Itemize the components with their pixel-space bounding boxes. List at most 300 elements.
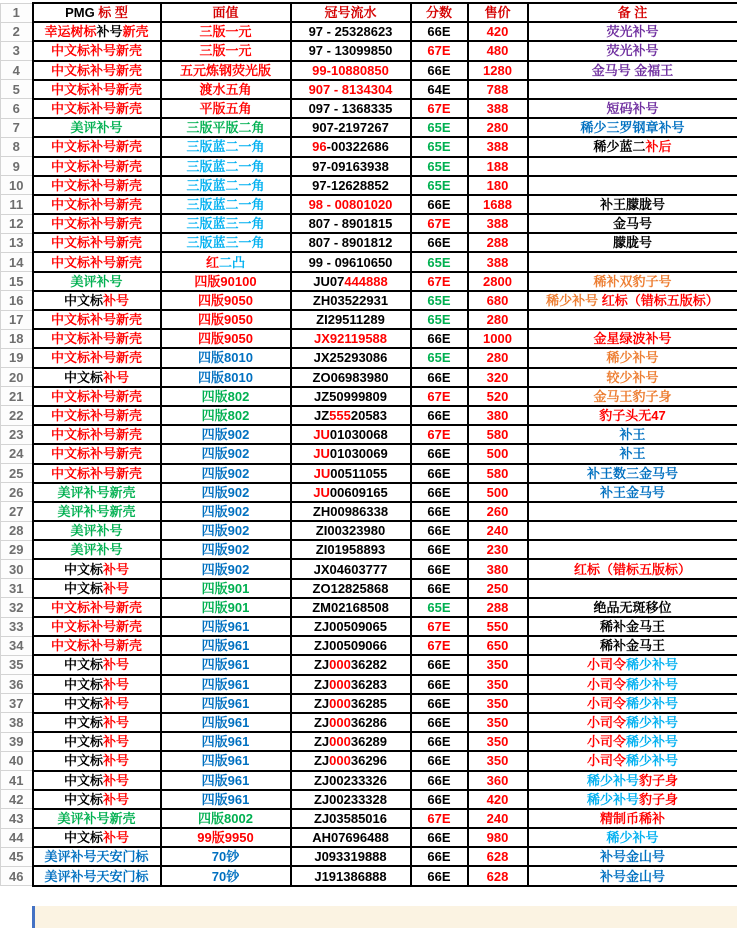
row-number[interactable]: 36 [1,675,33,694]
row-number[interactable]: 3 [1,41,33,60]
cell-face-value[interactable] [161,540,291,559]
cell-price[interactable] [468,41,528,60]
cell-remark[interactable] [528,233,737,252]
row-number[interactable]: 45 [1,847,33,866]
cell-score[interactable] [411,233,468,252]
cell-remark[interactable] [528,579,737,598]
cell-remark[interactable] [528,866,737,885]
cell-price[interactable] [468,406,528,425]
cell-serial[interactable] [291,41,411,60]
cell-serial[interactable] [291,22,411,41]
cell-price[interactable] [468,118,528,137]
cell-serial[interactable] [291,732,411,751]
cell-remark[interactable] [528,214,737,233]
cell-face-value[interactable] [161,157,291,176]
header-pmg-type[interactable] [33,3,161,22]
row-number[interactable]: 15 [1,272,33,291]
row-number[interactable]: 40 [1,751,33,770]
cell-remark[interactable] [528,464,737,483]
cell-face-value[interactable] [161,425,291,444]
cell-remark[interactable] [528,348,737,367]
row-number[interactable]: 24 [1,444,33,463]
cell-score[interactable] [411,636,468,655]
cell-score[interactable] [411,751,468,770]
cell-price[interactable] [468,310,528,329]
cell-pmg-type[interactable] [33,732,161,751]
cell-pmg-type[interactable] [33,195,161,214]
cell-score[interactable] [411,559,468,578]
cell-serial[interactable] [291,425,411,444]
cell-pmg-type[interactable] [33,809,161,828]
cell-price[interactable] [468,272,528,291]
row-number[interactable]: 22 [1,406,33,425]
cell-score[interactable] [411,118,468,137]
cell-score[interactable] [411,617,468,636]
cell-remark[interactable] [528,675,737,694]
cell-score[interactable] [411,694,468,713]
cell-score[interactable] [411,195,468,214]
cell-pmg-type[interactable] [33,866,161,885]
cell-serial[interactable] [291,157,411,176]
cell-face-value[interactable] [161,847,291,866]
cell-remark[interactable] [528,329,737,348]
cell-score[interactable] [411,521,468,540]
row-number[interactable]: 18 [1,329,33,348]
cell-face-value[interactable] [161,751,291,770]
cell-serial[interactable] [291,137,411,156]
cell-score[interactable] [411,157,468,176]
cell-serial[interactable] [291,99,411,118]
cell-serial[interactable] [291,348,411,367]
cell-score[interactable] [411,847,468,866]
cell-remark[interactable] [528,540,737,559]
cell-remark[interactable] [528,655,737,674]
cell-remark[interactable] [528,406,737,425]
cell-face-value[interactable] [161,22,291,41]
header-serial[interactable] [291,3,411,22]
cell-pmg-type[interactable] [33,771,161,790]
cell-serial[interactable] [291,559,411,578]
cell-serial[interactable] [291,387,411,406]
cell-pmg-type[interactable] [33,406,161,425]
cell-score[interactable] [411,272,468,291]
cell-pmg-type[interactable] [33,655,161,674]
cell-serial[interactable] [291,866,411,885]
cell-remark[interactable] [528,272,737,291]
cell-pmg-type[interactable] [33,387,161,406]
cell-face-value[interactable] [161,732,291,751]
cell-score[interactable] [411,771,468,790]
cell-price[interactable] [468,675,528,694]
cell-remark[interactable] [528,483,737,502]
cell-serial[interactable] [291,751,411,770]
cell-price[interactable] [468,847,528,866]
cell-score[interactable] [411,732,468,751]
cell-remark[interactable] [528,521,737,540]
cell-price[interactable] [468,291,528,310]
cell-remark[interactable] [528,118,737,137]
row-number[interactable]: 37 [1,694,33,713]
cell-pmg-type[interactable] [33,751,161,770]
cell-pmg-type[interactable] [33,675,161,694]
row-number[interactable]: 26 [1,483,33,502]
cell-price[interactable] [468,137,528,156]
cell-price[interactable] [468,61,528,80]
row-number[interactable]: 28 [1,521,33,540]
cell-serial[interactable] [291,847,411,866]
cell-price[interactable] [468,732,528,751]
row-number[interactable]: 33 [1,617,33,636]
cell-price[interactable] [468,444,528,463]
cell-face-value[interactable] [161,329,291,348]
cell-price[interactable] [468,540,528,559]
cell-score[interactable] [411,713,468,732]
cell-pmg-type[interactable] [33,521,161,540]
cell-face-value[interactable] [161,559,291,578]
cell-pmg-type[interactable] [33,22,161,41]
row-number[interactable]: 39 [1,732,33,751]
cell-price[interactable] [468,22,528,41]
cell-remark[interactable] [528,809,737,828]
cell-serial[interactable] [291,368,411,387]
cell-score[interactable] [411,675,468,694]
cell-serial[interactable] [291,617,411,636]
cell-pmg-type[interactable] [33,41,161,60]
cell-score[interactable] [411,444,468,463]
cell-price[interactable] [468,579,528,598]
cell-serial[interactable] [291,598,411,617]
cell-serial[interactable] [291,502,411,521]
cell-price[interactable] [468,368,528,387]
cell-score[interactable] [411,866,468,885]
cell-remark[interactable] [528,732,737,751]
row-number[interactable]: 38 [1,713,33,732]
cell-serial[interactable] [291,310,411,329]
cell-score[interactable] [411,406,468,425]
cell-score[interactable] [411,483,468,502]
row-number[interactable]: 31 [1,579,33,598]
cell-pmg-type[interactable] [33,444,161,463]
cell-score[interactable] [411,61,468,80]
cell-face-value[interactable] [161,809,291,828]
cell-score[interactable] [411,329,468,348]
cell-score[interactable] [411,348,468,367]
cell-score[interactable] [411,137,468,156]
cell-serial[interactable] [291,214,411,233]
cell-serial[interactable] [291,675,411,694]
row-number[interactable]: 13 [1,233,33,252]
cell-score[interactable] [411,41,468,60]
cell-face-value[interactable] [161,41,291,60]
cell-price[interactable] [468,655,528,674]
cell-pmg-type[interactable] [33,790,161,809]
cell-face-value[interactable] [161,675,291,694]
cell-face-value[interactable] [161,176,291,195]
cell-face-value[interactable] [161,790,291,809]
cell-pmg-type[interactable] [33,425,161,444]
cell-price[interactable] [468,771,528,790]
cell-score[interactable] [411,176,468,195]
cell-score[interactable] [411,790,468,809]
cell-serial[interactable] [291,655,411,674]
cell-price[interactable] [468,195,528,214]
cell-remark[interactable] [528,502,737,521]
cell-remark[interactable] [528,847,737,866]
cell-face-value[interactable] [161,866,291,885]
cell-remark[interactable] [528,425,737,444]
cell-face-value[interactable] [161,137,291,156]
cell-pmg-type[interactable] [33,252,161,271]
cell-remark[interactable] [528,559,737,578]
cell-face-value[interactable] [161,464,291,483]
row-number[interactable]: 25 [1,464,33,483]
cell-score[interactable] [411,310,468,329]
cell-pmg-type[interactable] [33,272,161,291]
cell-face-value[interactable] [161,214,291,233]
cell-price[interactable] [468,425,528,444]
cell-face-value[interactable] [161,310,291,329]
cell-pmg-type[interactable] [33,329,161,348]
row-number[interactable]: 43 [1,809,33,828]
cell-pmg-type[interactable] [33,598,161,617]
row-number[interactable]: 20 [1,368,33,387]
cell-price[interactable] [468,694,528,713]
cell-price[interactable] [468,502,528,521]
cell-score[interactable] [411,425,468,444]
cell-face-value[interactable] [161,444,291,463]
cell-price[interactable] [468,252,528,271]
cell-price[interactable] [468,329,528,348]
cell-serial[interactable] [291,464,411,483]
cell-pmg-type[interactable] [33,80,161,99]
cell-face-value[interactable] [161,828,291,847]
cell-remark[interactable] [528,99,737,118]
cell-serial[interactable] [291,579,411,598]
cell-remark[interactable] [528,444,737,463]
cell-face-value[interactable] [161,655,291,674]
cell-face-value[interactable] [161,617,291,636]
row-number[interactable]: 1 [1,3,33,22]
cell-face-value[interactable] [161,118,291,137]
cell-remark[interactable] [528,22,737,41]
cell-face-value[interactable] [161,694,291,713]
cell-score[interactable] [411,598,468,617]
cell-face-value[interactable] [161,233,291,252]
cell-pmg-type[interactable] [33,540,161,559]
cell-face-value[interactable] [161,771,291,790]
cell-pmg-type[interactable] [33,617,161,636]
cell-price[interactable] [468,866,528,885]
cell-remark[interactable] [528,80,737,99]
cell-remark[interactable] [528,41,737,60]
row-number[interactable]: 9 [1,157,33,176]
row-number[interactable]: 2 [1,22,33,41]
cell-pmg-type[interactable] [33,828,161,847]
cell-face-value[interactable] [161,252,291,271]
cell-pmg-type[interactable] [33,61,161,80]
cell-remark[interactable] [528,137,737,156]
cell-remark[interactable] [528,694,737,713]
cell-serial[interactable] [291,406,411,425]
cell-pmg-type[interactable] [33,233,161,252]
header-remark[interactable] [528,3,737,22]
cell-pmg-type[interactable] [33,636,161,655]
cell-pmg-type[interactable] [33,464,161,483]
cell-face-value[interactable] [161,368,291,387]
cell-face-value[interactable] [161,598,291,617]
cell-pmg-type[interactable] [33,483,161,502]
header-price[interactable] [468,3,528,22]
cell-score[interactable] [411,80,468,99]
cell-price[interactable] [468,387,528,406]
cell-price[interactable] [468,828,528,847]
cell-serial[interactable] [291,252,411,271]
cell-face-value[interactable] [161,195,291,214]
cell-remark[interactable] [528,310,737,329]
cell-pmg-type[interactable] [33,502,161,521]
row-number[interactable]: 8 [1,137,33,156]
row-number[interactable]: 34 [1,636,33,655]
row-number[interactable]: 35 [1,655,33,674]
header-face-value[interactable] [161,3,291,22]
cell-score[interactable] [411,655,468,674]
cell-remark[interactable] [528,368,737,387]
cell-price[interactable] [468,214,528,233]
row-number[interactable]: 42 [1,790,33,809]
cell-face-value[interactable] [161,406,291,425]
cell-score[interactable] [411,22,468,41]
cell-serial[interactable] [291,809,411,828]
cell-remark[interactable] [528,291,737,310]
cell-pmg-type[interactable] [33,157,161,176]
cell-serial[interactable] [291,713,411,732]
row-number[interactable]: 11 [1,195,33,214]
row-number[interactable]: 23 [1,425,33,444]
cell-price[interactable] [468,713,528,732]
cell-pmg-type[interactable] [33,310,161,329]
cell-score[interactable] [411,291,468,310]
row-number[interactable]: 6 [1,99,33,118]
cell-face-value[interactable] [161,291,291,310]
cell-score[interactable] [411,809,468,828]
cell-face-value[interactable] [161,579,291,598]
cell-price[interactable] [468,598,528,617]
row-number[interactable]: 5 [1,80,33,99]
cell-price[interactable] [468,617,528,636]
cell-remark[interactable] [528,713,737,732]
cell-face-value[interactable] [161,99,291,118]
cell-remark[interactable] [528,828,737,847]
cell-price[interactable] [468,233,528,252]
cell-remark[interactable] [528,61,737,80]
cell-remark[interactable] [528,252,737,271]
cell-remark[interactable] [528,771,737,790]
cell-face-value[interactable] [161,348,291,367]
cell-score[interactable] [411,99,468,118]
cell-serial[interactable] [291,521,411,540]
row-number[interactable]: 7 [1,118,33,137]
cell-face-value[interactable] [161,80,291,99]
cell-pmg-type[interactable] [33,559,161,578]
cell-serial[interactable] [291,61,411,80]
cell-price[interactable] [468,157,528,176]
cell-remark[interactable] [528,751,737,770]
cell-serial[interactable] [291,483,411,502]
row-number[interactable]: 21 [1,387,33,406]
cell-score[interactable] [411,387,468,406]
row-number[interactable]: 4 [1,61,33,80]
cell-pmg-type[interactable] [33,713,161,732]
cell-price[interactable] [468,80,528,99]
cell-score[interactable] [411,579,468,598]
cell-serial[interactable] [291,272,411,291]
cell-serial[interactable] [291,291,411,310]
cell-pmg-type[interactable] [33,137,161,156]
cell-face-value[interactable] [161,713,291,732]
cell-remark[interactable] [528,387,737,406]
cell-price[interactable] [468,464,528,483]
cell-serial[interactable] [291,195,411,214]
cell-score[interactable] [411,214,468,233]
cell-price[interactable] [468,559,528,578]
cell-serial[interactable] [291,233,411,252]
cell-serial[interactable] [291,790,411,809]
row-number[interactable]: 44 [1,828,33,847]
cell-serial[interactable] [291,118,411,137]
cell-price[interactable] [468,483,528,502]
cell-serial[interactable] [291,80,411,99]
row-number[interactable]: 12 [1,214,33,233]
cell-remark[interactable] [528,636,737,655]
cell-price[interactable] [468,636,528,655]
cell-pmg-type[interactable] [33,694,161,713]
cell-pmg-type[interactable] [33,99,161,118]
cell-remark[interactable] [528,617,737,636]
cell-price[interactable] [468,521,528,540]
cell-pmg-type[interactable] [33,291,161,310]
cell-face-value[interactable] [161,636,291,655]
cell-pmg-type[interactable] [33,847,161,866]
cell-price[interactable] [468,751,528,770]
row-number[interactable]: 46 [1,866,33,885]
row-number[interactable]: 41 [1,771,33,790]
cell-price[interactable] [468,809,528,828]
header-score[interactable] [411,3,468,22]
cell-remark[interactable] [528,157,737,176]
cell-serial[interactable] [291,540,411,559]
cell-score[interactable] [411,464,468,483]
row-number[interactable]: 30 [1,559,33,578]
cell-remark[interactable] [528,598,737,617]
cell-serial[interactable] [291,329,411,348]
cell-score[interactable] [411,540,468,559]
row-number[interactable]: 14 [1,252,33,271]
cell-remark[interactable] [528,195,737,214]
row-number[interactable]: 29 [1,540,33,559]
cell-pmg-type[interactable] [33,118,161,137]
row-number[interactable]: 17 [1,310,33,329]
cell-score[interactable] [411,368,468,387]
row-number[interactable]: 10 [1,176,33,195]
cell-pmg-type[interactable] [33,214,161,233]
cell-serial[interactable] [291,444,411,463]
row-number[interactable]: 16 [1,291,33,310]
cell-pmg-type[interactable] [33,368,161,387]
cell-pmg-type[interactable] [33,176,161,195]
cell-face-value[interactable] [161,387,291,406]
cell-price[interactable] [468,348,528,367]
cell-face-value[interactable] [161,502,291,521]
